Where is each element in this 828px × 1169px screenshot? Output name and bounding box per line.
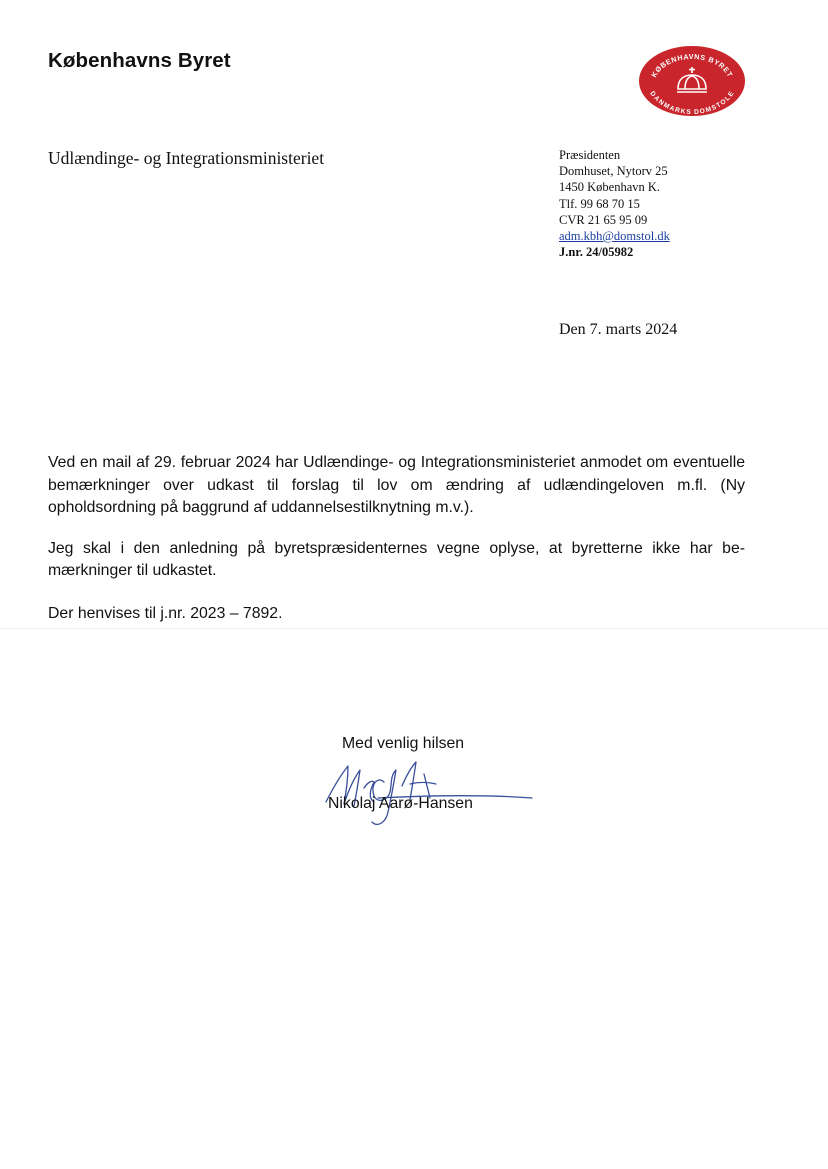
letter-body: [48, 452, 745, 643]
journal-number: J.nr. 24/05982: [559, 245, 634, 260]
sender-address-line-1: Domhuset, Nytorv 25: [559, 164, 668, 179]
closing-greeting: Med venlig hilsen: [342, 735, 465, 752]
recipient: Udlændinge- og Integrationsministeriet: [48, 148, 325, 168]
sender-address-line-2: 1450 København K.: [559, 180, 661, 195]
handwritten-signature: [318, 752, 538, 830]
page-divider: [0, 628, 828, 629]
body-paragraph-reference: Der henvises til j.nr. 2023 – 7892.: [48, 604, 283, 622]
sender-block: [559, 147, 670, 260]
sender-email-link[interactable]: adm.kbh@domstol.dk: [559, 229, 670, 244]
sender-cvr: CVR 21 65 95 09: [559, 212, 648, 227]
seal-bottom-text: DANMARKS DOMSTOLE: [648, 90, 736, 117]
court-name: Københavns Byret: [48, 49, 231, 72]
court-seal: [638, 45, 746, 117]
body-paragraph-1: Ved en mail af 29. februar 2024 har Udlændinge- og Integrationsministeriet anmodet om eventuelle bemærkninger over udkast til forslag til lov om ændring af udlændingeloven m.fl. (Ny opholdsordning på baggrund af uddannelsestilknytning m.v.).: [48, 454, 745, 516]
signer-name: Nikolaj Aarø-Hansen: [328, 795, 473, 812]
body-paragraph-2: Jeg skal i den anledning på byretspræsidenternes vegne oplyse, at byretterne ikke har bemærkninger til udkastet.: [48, 539, 745, 579]
letter-date: Den 7. marts 2024: [559, 321, 678, 338]
sender-title: Præsidenten: [559, 148, 621, 162]
seal-top-text: KØBENHAVNS BYRET: [649, 51, 735, 79]
sender-phone: Tlf. 99 68 70 15: [559, 196, 640, 211]
